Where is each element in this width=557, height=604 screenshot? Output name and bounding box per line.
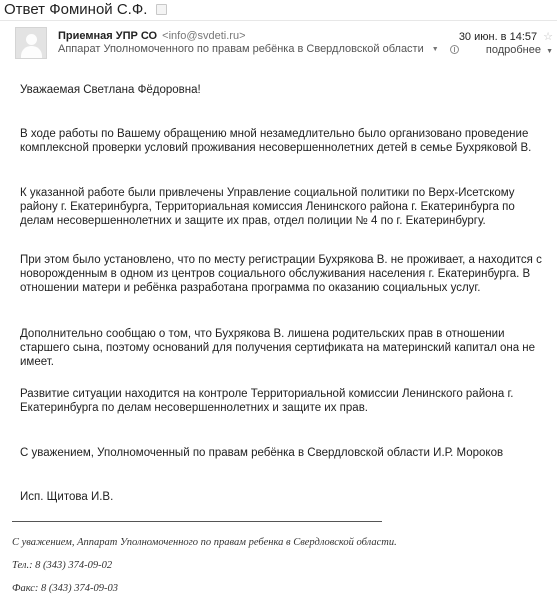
- recipient-line: [58, 43, 459, 55]
- details-link[interactable]: [486, 44, 553, 56]
- recipient-name: Аппарат Уполномоченного по правам ребёнка в Свердловской области: [58, 43, 424, 55]
- avatar-icon: [15, 27, 47, 59]
- paragraph-3: При этом было установлено, что по месту регистрации Бухрякова В. не проживает, а находится с новорожденным в одном из центров социального обслуживания населения г. Екатеринбурга. В отношении матери и ребёнка разработана программа по оказанию социальных услуг.: [20, 254, 542, 294]
- paragraph-5: Развитие ситуации находится на контроле Территориальной комиссии Ленинского района г. Екатеринбурга по делам несовершеннолетних и защите их прав.: [20, 388, 514, 414]
- signature-fax: Факс: 8 (343) 374-09-03: [12, 583, 118, 594]
- email-subject: [4, 1, 167, 18]
- closing-line: С уважением, Уполномоченный по правам ребёнка в Свердловской области И.Р. Мороков: [20, 447, 504, 459]
- date-text: 30 июн. в 14:57: [458, 30, 538, 43]
- signature-line: С уважением, Аппарат Уполномоченного по правам ребенка в Свердловской области.: [12, 537, 397, 548]
- paragraph-4: Дополнительно сообщаю о том, что Бухрякова В. лишена родительских прав в отношении старшего сына, поэтому оснований для получения сертификата на материнский капитал она не имеет.: [20, 328, 536, 368]
- chevron-down-icon[interactable]: ▼: [546, 48, 553, 55]
- signature-divider: [12, 521, 382, 522]
- sender-email: <info@svdeti.ru>: [162, 30, 246, 42]
- circle-icon[interactable]: [450, 45, 459, 54]
- sender-line: [58, 30, 246, 42]
- print-icon[interactable]: [156, 4, 167, 15]
- executor-line: Исп. Щитова И.В.: [20, 491, 114, 503]
- dropdown-arrow-icon[interactable]: ▼: [431, 45, 439, 53]
- header-divider: [0, 20, 557, 21]
- details-label[interactable]: подробнее: [485, 44, 541, 56]
- paragraph-2: К указанной работе были привлечены Управление социальной политики по Верх-Исетскому району г. Екатеринбурга, Территориальная комиссия Ленинского района г. Екатеринбурга по делам несовершеннолетних и защите их прав, отдел полиции № 4 по г. Екатеринбургу.: [20, 187, 515, 227]
- email-date: [459, 30, 553, 43]
- star-icon[interactable]: ☆: [543, 31, 553, 43]
- sender-name[interactable]: Приемная УПР СО: [58, 30, 158, 42]
- signature-phone: Тел.: 8 (343) 374-09-02: [12, 560, 113, 571]
- subject-text: Ответ Фоминой С.Ф.: [4, 1, 148, 18]
- greeting: Уважаемая Светлана Фёдоровна!: [20, 84, 201, 96]
- paragraph-1: В ходе работы по Вашему обращению мной незамедлительно было организовано проведение комплексной проверки условий проживания несовершеннолетних детей в семье Бухряковой В.: [20, 128, 532, 154]
